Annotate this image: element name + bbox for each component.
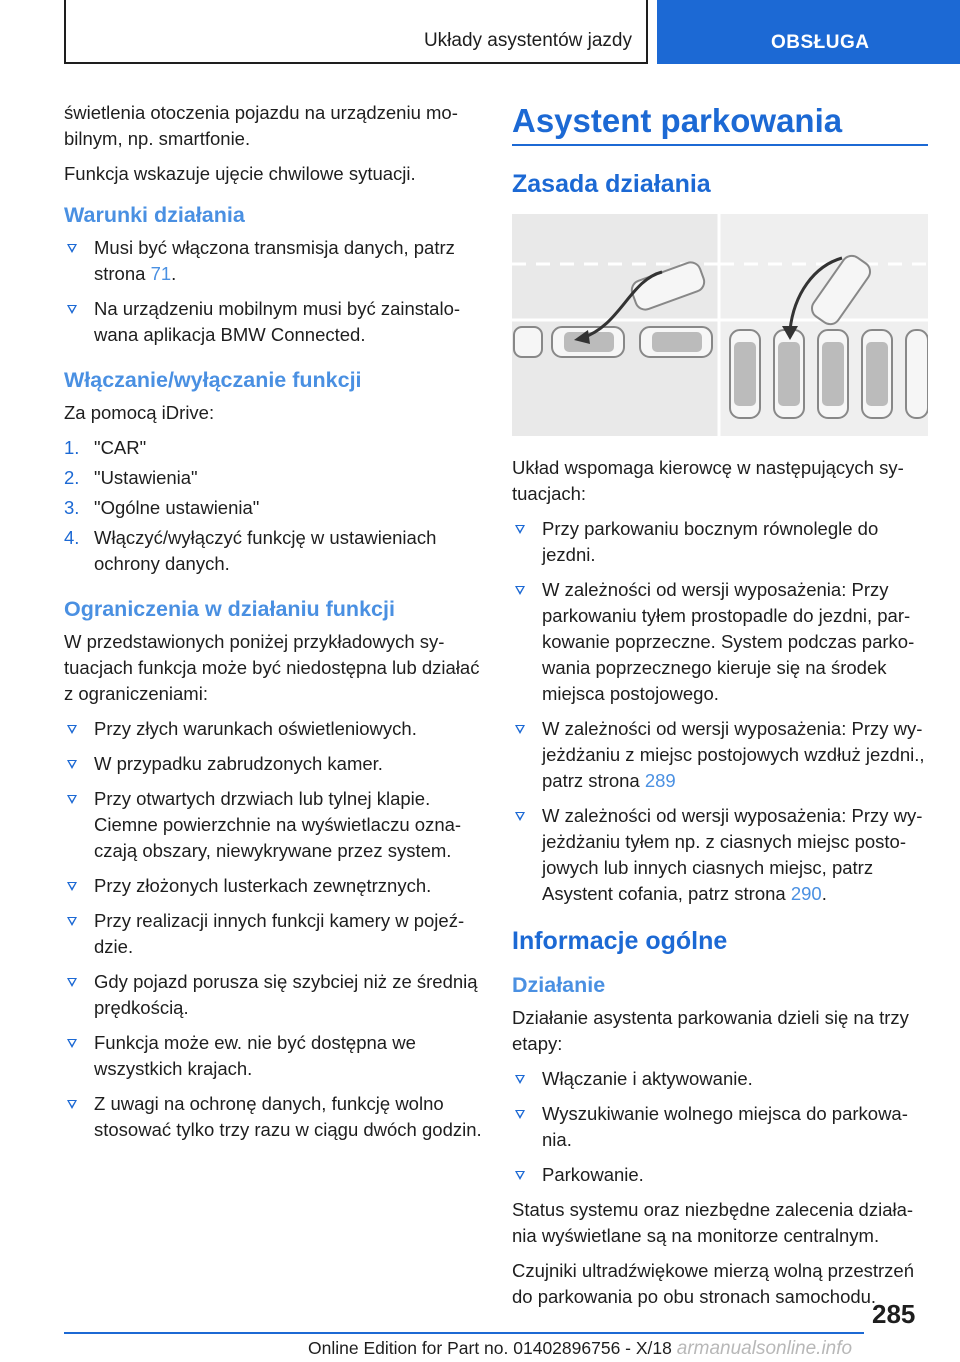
bullet-triangle-icon [515,1171,525,1180]
list-item: W przypadku zabrudzonych kamer. [64,751,482,777]
watermark-text: armanualsonline.info [676,1338,853,1359]
page-link-71[interactable]: 71 [150,263,172,284]
bullet-triangle-icon [67,795,77,804]
intro-paragraph-2: Funkcja wskazuje ujęcie chwilowe sytuacji. [64,163,416,184]
step-item: 4. Włączyć/wyłączyć funkcję w ustawieniach ochrony danych. [64,527,437,574]
bullet-triangle-icon [515,725,525,734]
list-item: Z uwagi na ochronę danych, funkcję wolno stosować tylko trzy razu w ciągu dwóch godzin. [64,1091,482,1143]
list-item: Przy parkowaniu bocznym równolegle do jezdni. [512,516,928,568]
list-item: W zależności od wersji wyposażenia: Przy parkowaniu tyłem prostopadle do jezdni, parkowanie poprzeczne. System podczas parkowania poprzecznego kieruje się na środek miejsca postojowego. [512,577,928,707]
list-item: Przy realizacji innych funkcji kamery w pojeździe. [64,908,482,960]
list-item: Gdy pojazd porusza się szybciej niż ze średnią prędkością. [64,969,482,1021]
list-item: Na urządzeniu mobilnym musi być zainstalowana aplikacja BMW Connected. [64,296,482,348]
footer-edition [308,1338,852,1360]
list-item: W zależności od wersji wyposażenia: Przy wyjeżdżaniu tyłem np. z ciasnych miejsc postojowych lub innych ciasnych miejsc, patrz Asystent cofania, patrz strona 290. [512,803,928,907]
limitations-intro: W przedstawionych poniżej przykładowych sytuacjach funkcja może być niedostępna lub działać z ograniczeniami: [64,631,480,704]
heading-limitations: Ograniczenia w działaniu funkcji [64,597,395,621]
limitations-list [64,716,482,1143]
conditions-list [64,235,482,348]
heading-general-info: Informacje ogólne [512,927,728,955]
header-chapter-box [64,0,648,64]
bullet-triangle-icon [67,305,77,314]
stages-list [512,1066,928,1188]
bullet-triangle-icon [515,812,525,821]
sensors-paragraph: Czujniki ultradźwiękowe mierzą wolną przestrzeń do parkowania po obu stronach samochodu. [512,1260,915,1307]
step-item: 1. "CAR" [64,437,147,458]
bullet-triangle-icon [67,1039,77,1048]
on-off-intro: Za pomocą iDrive: [64,402,215,423]
bullet-triangle-icon [515,586,525,595]
bullet-triangle-icon [67,917,77,926]
list-item: Przy złożonych lusterkach zewnętrznych. [64,873,482,899]
list-item: Wyszukiwanie wolnego miejsca do parkowania. [512,1101,928,1153]
list-item: Parkowanie. [512,1162,928,1188]
step-item: 2. "Ustawienia" [64,467,198,488]
list-item: Przy złych warunkach oświetleniowych. [64,716,482,742]
bullet-triangle-icon [67,882,77,891]
list-item: Przy otwartych drzwiach lub tylnej klapie. Ciemne powierzchnie na wyświetlaczu oznaczają obszary, niewykrywane przez system. [64,786,482,864]
heading-on-off: Włączanie/wyłączanie funkcji [64,368,362,392]
bullet-triangle-icon [515,525,525,534]
page-link-290[interactable]: 290 [790,883,822,904]
right-column [512,100,928,1319]
bullet-triangle-icon [67,1100,77,1109]
header-section-tab [657,0,960,64]
principle-intro: Układ wspomaga kierowcę w następujących sytuacjach: [512,457,904,504]
bullet-triangle-icon [67,725,77,734]
steps-list [64,435,482,577]
bullet-triangle-icon [67,760,77,769]
intro-paragraph-1: świetlenia otoczenia pojazdu na urządzeniu mobilnym, np. smartfonie. [64,102,458,149]
principle-list [512,516,928,907]
bullet-triangle-icon [515,1075,525,1084]
bullet-triangle-icon [67,978,77,987]
status-paragraph: Status systemu oraz niezbędne zalecenia działania wyświetlane są na monitorze centralnym. [512,1199,914,1246]
footer-divider [64,1332,864,1334]
edition-text: Online Edition for Part no. 01402896756 - X/18 [308,1338,672,1358]
chapter-title: Asystent parkowania [512,100,928,146]
list-item: Funkcja może ew. nie być dostępna we wszystkich krajach. [64,1030,482,1082]
header-section: OBSŁUGA [771,32,870,53]
page-link-289[interactable]: 289 [644,770,676,791]
parking-illustration [512,214,928,436]
heading-conditions: Warunki działania [64,203,245,227]
list-item: W zależności od wersji wyposażenia: Przy wyjeżdżaniu z miejsc postojowych wzdłuż jezdni., patrz strona 289 [512,716,928,794]
bullet-triangle-icon [67,244,77,253]
list-item: Włączanie i aktywowanie. [512,1066,928,1092]
list-item: Musi być włączona transmisja danych, patrz strona 71. [64,235,482,287]
step-item: 3. "Ogólne ustawienia" [64,497,260,518]
header-chapter: Układy asystentów jazdy [423,30,632,51]
heading-principle: Zasada działania [512,170,711,198]
page-number: 285 [872,1299,916,1329]
bullet-triangle-icon [515,1110,525,1119]
left-column [64,100,482,1152]
heading-operation: Działanie [512,973,606,997]
operation-intro: Działanie asystenta parkowania dzieli się na trzy etapy: [512,1007,909,1054]
